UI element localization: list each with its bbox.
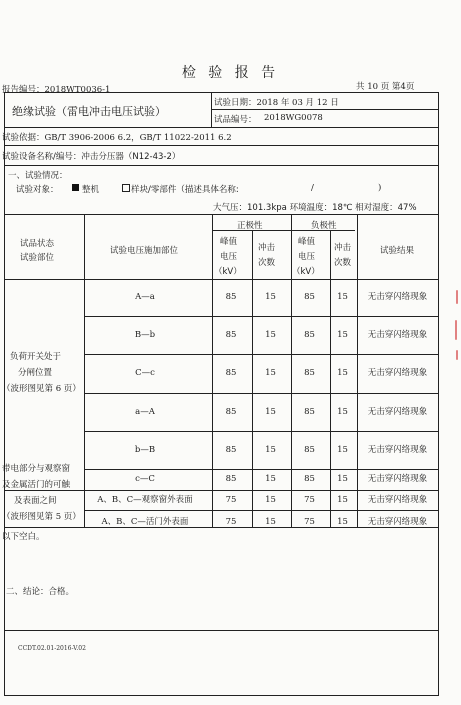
header-neg-peak-3: （kV） <box>292 267 320 277</box>
row-1-res: 无击穿闪络现象 <box>367 292 428 303</box>
row-8-pt: 15 <box>265 516 276 527</box>
row-4-res: 无击穿闪络现象 <box>367 406 428 417</box>
row-3-pv: 85 <box>225 368 237 379</box>
group2-line4: （波形图见第 5 页） <box>2 512 81 522</box>
header-pos-peak-2: 电压 <box>220 252 238 262</box>
row-3-nv: 85 <box>304 368 315 379</box>
footer-code: CCDT.02.01-2016-V.02 <box>18 645 86 652</box>
report-title: 检 验 报 告 <box>181 65 280 81</box>
page-info: 共 10 页 第4页 <box>356 82 415 92</box>
row-4-pt: 15 <box>265 406 276 417</box>
header-neg-times-2: 次数 <box>334 258 352 268</box>
row-4-part: a—A <box>135 406 155 417</box>
header-pos-peak-3: （kV） <box>214 267 242 277</box>
row-2-pv: 85 <box>225 329 237 340</box>
seal-mark <box>456 290 458 304</box>
row-2-nv: 85 <box>304 329 315 340</box>
seal-mark <box>455 320 457 340</box>
row-6-part: c—C <box>135 474 155 485</box>
row-8-part: A、B、C—活门外表面 <box>101 516 189 527</box>
row-2-part: B—b <box>134 329 156 340</box>
row-5-pt: 15 <box>265 444 276 455</box>
report-number: 报告编号：2018WT0036-1 <box>2 85 111 95</box>
header-applied-part: 试验电压施加部位 <box>110 246 179 256</box>
header-neg-times-1: 冲击 <box>334 243 352 253</box>
header-test-result: 试验结果 <box>380 246 415 256</box>
row-7-nt: 15 <box>337 494 348 505</box>
row-5-res: 无击穿闪络现象 <box>367 444 428 455</box>
row-2-res: 无击穿闪络现象 <box>367 329 428 340</box>
row-8-nt: 15 <box>337 516 348 527</box>
section-test-status: 一、试验情况： <box>8 171 68 181</box>
object-whole: 整机 <box>82 185 100 195</box>
row-8-res: 无击穿闪络现象 <box>367 516 428 527</box>
row-8-nv: 75 <box>304 516 315 527</box>
row-5-nv: 85 <box>304 444 315 455</box>
row-5-pv: 85 <box>225 444 237 455</box>
group1-line3: （波形图见第 6 页） <box>2 384 81 394</box>
row-3-res: 无击穿闪络现象 <box>367 368 428 379</box>
row-6-nt: 15 <box>337 474 348 485</box>
seal-mark <box>456 350 458 360</box>
header-positive-polarity: 正极性 <box>237 221 263 231</box>
header-pos-times-2: 次数 <box>258 258 276 268</box>
object-slash: / <box>311 183 314 193</box>
object-label: 试验对象： <box>16 185 59 195</box>
header-pos-times-1: 冲击 <box>258 243 276 253</box>
group2-line1: 带电部分与观察窗 <box>2 464 71 474</box>
row-7-res: 无击穿闪络现象 <box>367 494 428 505</box>
header-negative-polarity: 负极性 <box>311 221 337 231</box>
group1-line2: 分闸位置 <box>18 368 53 378</box>
object-paren: ) <box>378 183 382 193</box>
row-4-nv: 85 <box>304 406 315 417</box>
row-1-part: A—a <box>135 292 155 303</box>
row-6-pt: 15 <box>265 474 276 485</box>
group2-line2: 及金属活门的可触 <box>2 480 71 490</box>
row-1-nt: 15 <box>337 292 348 303</box>
row-8-pv: 75 <box>225 516 237 527</box>
row-7-part: A、B、C—观察窗外表面 <box>97 494 193 505</box>
row-5-part: b—B <box>134 444 156 455</box>
header-sample-state: 试品状态 <box>20 239 55 249</box>
test-equipment: 试验设备名称/编号：冲击分压器（N12-43-2） <box>2 152 181 162</box>
row-7-pt: 15 <box>265 494 276 505</box>
row-4-nt: 15 <box>337 406 348 417</box>
header-test-part: 试验部位 <box>20 253 55 263</box>
group1-line1: 负荷开关处于 <box>10 352 62 362</box>
ambient-conditions: 大气压：101.3kpa 环境温度：18℃ 相对湿度：47% <box>213 203 417 213</box>
header-neg-peak-1: 峰值 <box>298 237 316 247</box>
remain-blank-note: 以下空白。 <box>2 532 45 542</box>
row-2-pt: 15 <box>265 329 276 340</box>
test-basis: 试验依据：GB/T 3906-2006 6.2，GB/T 11022-2011 6.2 <box>2 133 232 143</box>
header-pos-peak-1: 峰值 <box>220 237 238 247</box>
row-5-nt: 15 <box>337 444 348 455</box>
row-3-part: C—c <box>135 368 155 379</box>
row-6-nv: 85 <box>304 474 315 485</box>
row-6-res: 无击穿闪络现象 <box>367 474 428 485</box>
row-7-nv: 75 <box>304 494 315 505</box>
conclusion: 二、结论：合格。 <box>6 587 75 597</box>
row-1-nv: 85 <box>304 292 315 303</box>
group2-line3: 及表面之间 <box>14 496 57 506</box>
sample-number: 2018WG0078 <box>264 113 323 123</box>
header-neg-peak-2: 电压 <box>298 252 316 262</box>
test-name: 绝缘试验（雷电冲击电压试验） <box>12 105 166 118</box>
row-4-pv: 85 <box>225 406 237 417</box>
row-1-pt: 15 <box>265 292 276 303</box>
row-6-pv: 85 <box>225 474 237 485</box>
row-7-pv: 75 <box>225 494 237 505</box>
test-date: 试验日期：2018 年 03 月 12 日 <box>214 98 339 108</box>
row-1-pv: 85 <box>225 292 237 303</box>
object-part: 样块/零部件（描述具体名称: <box>131 185 239 195</box>
row-3-nt: 15 <box>337 368 348 379</box>
row-2-nt: 15 <box>337 329 348 340</box>
sample-number-label: 试品编号： <box>214 115 257 125</box>
row-3-pt: 15 <box>265 368 276 379</box>
